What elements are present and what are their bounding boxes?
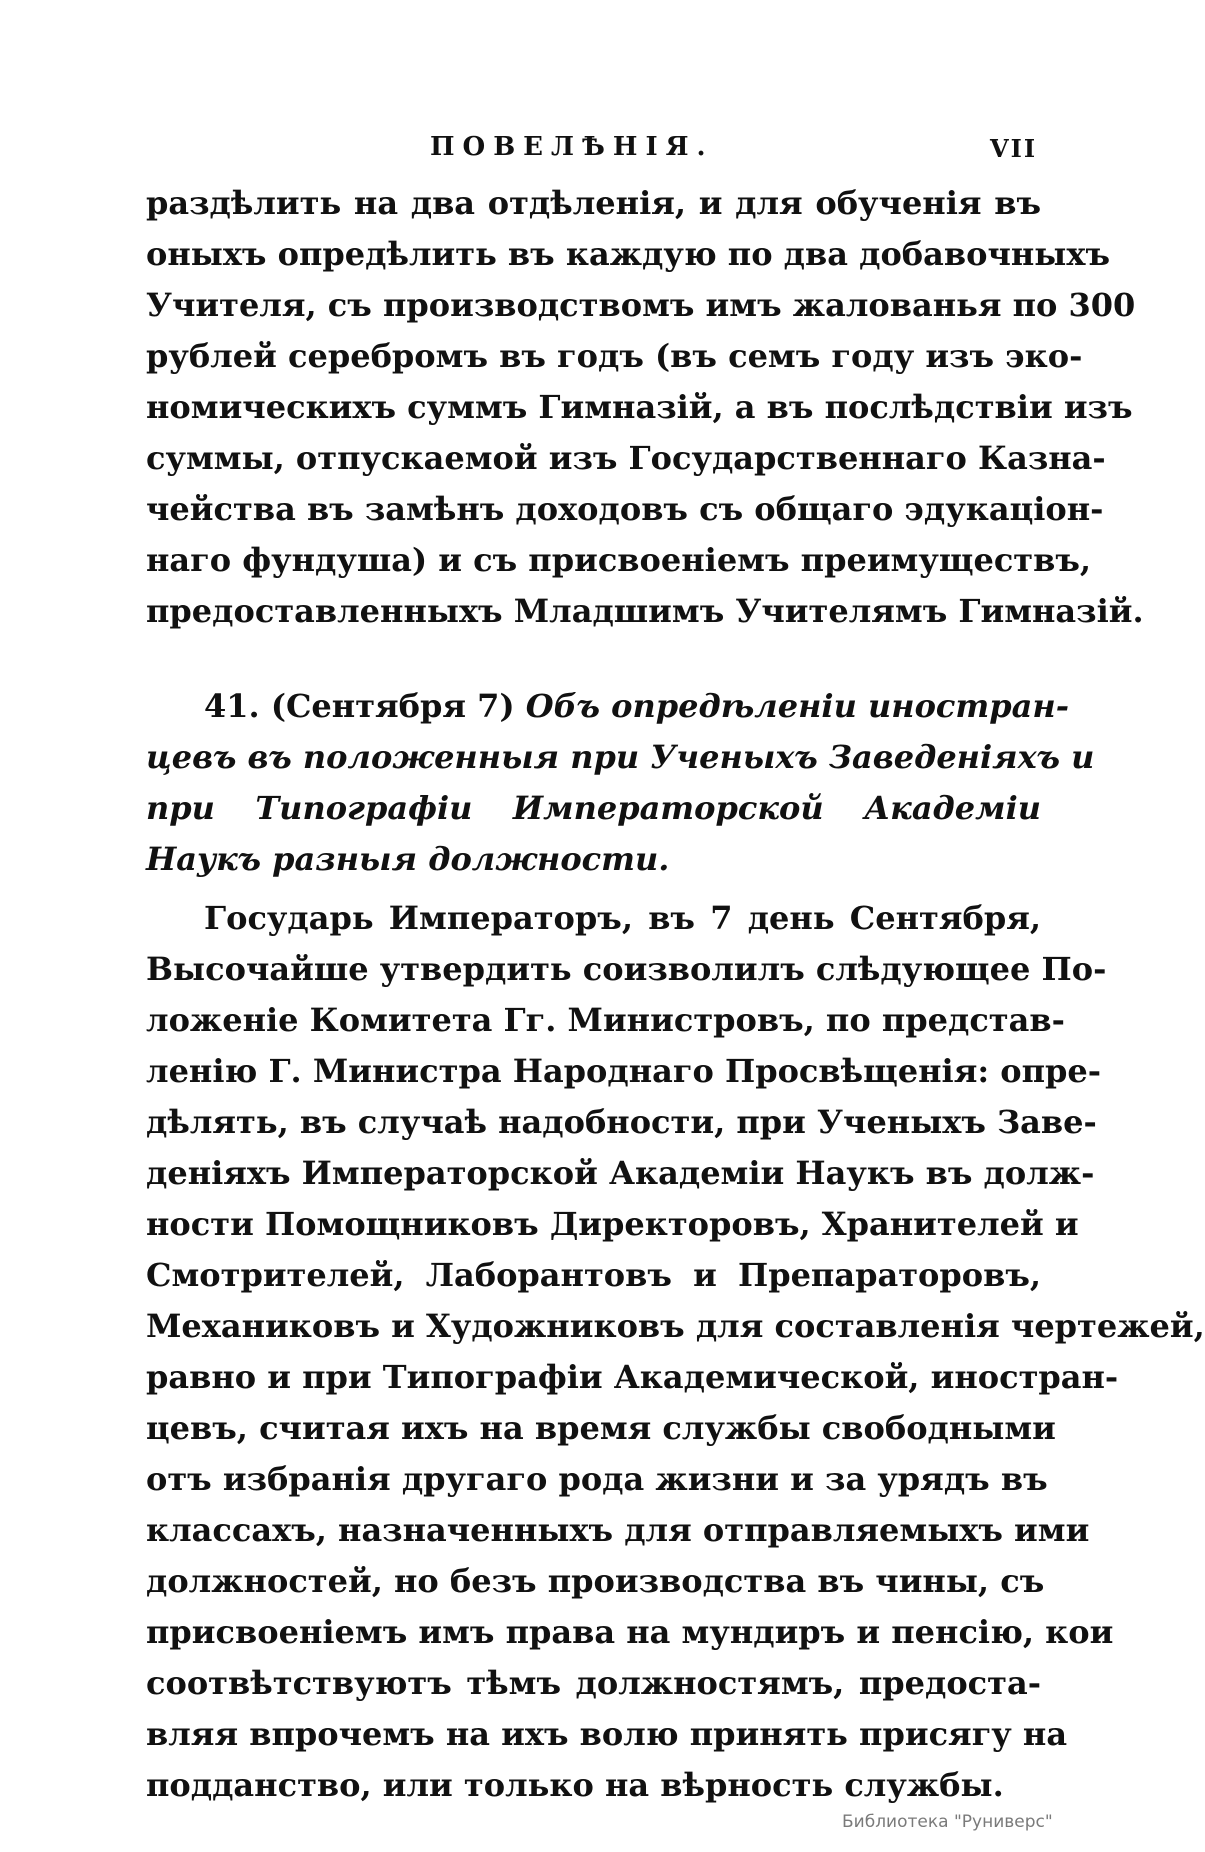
text-line: суммы, отпускаемой изъ Государственнаго Казна- bbox=[146, 439, 1106, 477]
body-line: ленію Г. Министра Народнаго Просвѣщенія: опре- bbox=[146, 1052, 1102, 1090]
section-number: 41. (Сентября 7) bbox=[204, 687, 515, 725]
body-line: должностей, но безъ производства въ чины, съ bbox=[146, 1562, 1045, 1600]
body-line: Смотрителей, Лаборантовъ и Препараторовъ, bbox=[146, 1256, 1041, 1294]
section-heading bbox=[146, 681, 1069, 732]
library-watermark: Библиотека "Руниверс" bbox=[842, 1812, 1053, 1832]
heading-gap bbox=[146, 885, 1041, 893]
section-heading-line: при Типографіи Императорской Академіи bbox=[146, 789, 1041, 827]
running-head bbox=[0, 132, 1200, 172]
body-line: соотвѣтствуютъ тѣмъ должностямъ, предоста- bbox=[146, 1664, 1041, 1702]
text-line: предоставленныхъ Младшимъ Учителямъ Гимназій. bbox=[146, 592, 1144, 630]
section-heading-line: цевъ въ положенныя при Ученыхъ Заведеніяхъ и bbox=[146, 738, 1095, 776]
body-line: Высочайше утвердить соизволилъ слѣдующее По- bbox=[146, 950, 1107, 988]
paragraph-gap bbox=[146, 637, 1041, 681]
section-heading-line: Наукъ разныя должности. bbox=[146, 840, 670, 878]
body-line: дѣлять, въ случаѣ надобности, при Ученыхъ Заве- bbox=[146, 1103, 1097, 1141]
body-line: равно и при Типографіи Академической, иностран- bbox=[146, 1358, 1119, 1396]
text-line: рублей серебромъ въ годъ (въ семъ году изъ эко- bbox=[146, 337, 1083, 375]
body-line: вляя впрочемъ на ихъ волю принять присягу на bbox=[146, 1715, 1068, 1753]
running-title: ПОВЕЛѢНІЯ. bbox=[430, 132, 714, 162]
page-number: VII bbox=[990, 134, 1038, 163]
body-line: присвоеніемъ имъ права на мундиръ и пенсію, кои bbox=[146, 1613, 1114, 1651]
body-line: подданство, или только на вѣрность службы. bbox=[146, 1766, 1004, 1804]
body-line: ности Помощниковъ Директоровъ, Хранителей и bbox=[146, 1205, 1079, 1243]
text-line: оныхъ опредѣлить въ каждую по два добавочныхъ bbox=[146, 235, 1110, 273]
body-line: отъ избранія другаго рода жизни и за урядъ въ bbox=[146, 1460, 1048, 1498]
text-line: чейства въ замѣнъ доходовъ съ общаго эдукаціон- bbox=[146, 490, 1104, 528]
body-line: Механиковъ и Художниковъ для составленія чертежей, bbox=[146, 1307, 1205, 1345]
body-line: цевъ, считая ихъ на время службы свободными bbox=[146, 1409, 1056, 1447]
text-line: Учителя, съ производствомъ имъ жалованья по 300 bbox=[146, 286, 1136, 324]
section-heading-text: Объ опредѣленіи иностран- bbox=[525, 687, 1069, 725]
body-line: ложеніе Комитета Гг. Министровъ, по представ- bbox=[146, 1001, 1065, 1039]
body-line: деніяхъ Императорской Академіи Наукъ въ долж- bbox=[146, 1154, 1095, 1192]
text-block bbox=[146, 178, 1205, 1811]
text-line: номическихъ суммъ Гимназій, а въ послѣдствіи изъ bbox=[146, 388, 1133, 426]
body-line: Государь Императоръ, въ 7 день Сентября, bbox=[204, 899, 1041, 937]
text-line: раздѣлить на два отдѣленія, и для обученія въ bbox=[146, 184, 1041, 222]
body-line: классахъ, назначенныхъ для отправляемыхъ ими bbox=[146, 1511, 1090, 1549]
text-line: наго фундуша) и съ присвоеніемъ преимуществъ, bbox=[146, 541, 1092, 579]
